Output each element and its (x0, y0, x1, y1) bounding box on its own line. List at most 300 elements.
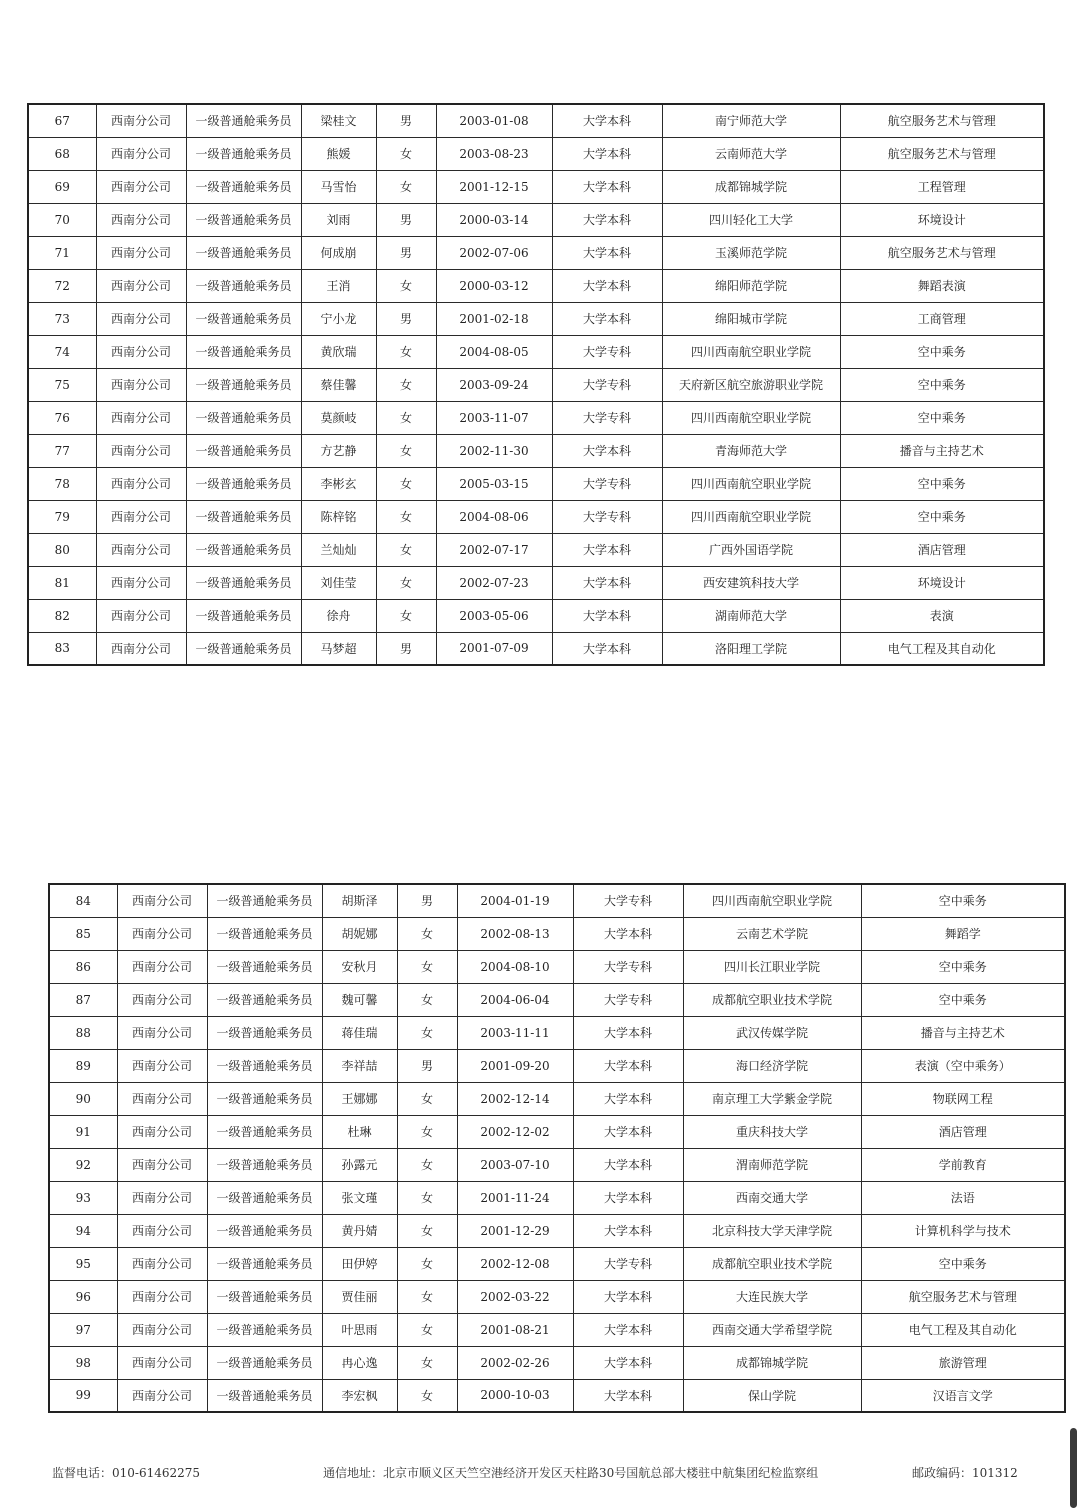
school-cell: 湖南师范大学 (662, 599, 840, 632)
name-cell: 胡妮娜 (322, 917, 397, 950)
branch-cell: 西南分公司 (96, 401, 186, 434)
postal-code: 邮政编码：101312 (912, 1466, 1018, 1480)
branch-cell: 西南分公司 (96, 533, 186, 566)
branch-cell: 西南分公司 (117, 1082, 207, 1115)
table-row (28, 236, 1044, 269)
branch-cell: 西南分公司 (117, 917, 207, 950)
position-cell: 一级普通舱乘务员 (186, 269, 301, 302)
branch-cell: 西南分公司 (96, 467, 186, 500)
table-row (28, 434, 1044, 467)
major-cell: 酒店管理 (861, 1115, 1065, 1148)
school-cell: 成都航空职业技术学院 (683, 1247, 861, 1280)
major-cell: 表演（空中乘务） (861, 1049, 1065, 1082)
branch-cell: 西南分公司 (117, 1379, 207, 1412)
birthdate-cell: 2002-11-30 (436, 434, 552, 467)
name-cell: 马雪怡 (301, 170, 376, 203)
gender-cell: 男 (376, 632, 436, 665)
gender-cell: 女 (376, 269, 436, 302)
position-cell: 一级普通舱乘务员 (186, 302, 301, 335)
branch-cell: 西南分公司 (96, 203, 186, 236)
birthdate-cell: 2004-08-05 (436, 335, 552, 368)
table-row (49, 917, 1065, 950)
branch-cell: 西南分公司 (96, 500, 186, 533)
birthdate-cell: 2002-12-08 (457, 1247, 573, 1280)
table-row (49, 1346, 1065, 1379)
major-cell: 航空服务艺术与管理 (840, 137, 1044, 170)
table-row (49, 884, 1065, 917)
major-cell: 舞蹈学 (861, 917, 1065, 950)
school-cell: 四川西南航空职业学院 (662, 500, 840, 533)
table-row (28, 335, 1044, 368)
school-cell: 四川西南航空职业学院 (662, 335, 840, 368)
education-cell: 大学本科 (573, 1346, 683, 1379)
branch-cell: 西南分公司 (96, 170, 186, 203)
education-cell: 大学专科 (552, 467, 662, 500)
seq-cell: 82 (28, 599, 96, 632)
birthdate-cell: 2001-12-29 (457, 1214, 573, 1247)
position-cell: 一级普通舱乘务员 (207, 1280, 322, 1313)
table-row (28, 599, 1044, 632)
education-cell: 大学本科 (552, 599, 662, 632)
major-cell: 航空服务艺术与管理 (861, 1280, 1065, 1313)
seq-cell: 79 (28, 500, 96, 533)
school-cell: 西南交通大学希望学院 (683, 1313, 861, 1346)
name-cell: 安秋月 (322, 950, 397, 983)
branch-cell: 西南分公司 (96, 302, 186, 335)
school-cell: 广西外国语学院 (662, 533, 840, 566)
position-cell: 一级普通舱乘务员 (207, 1214, 322, 1247)
birthdate-cell: 2000-03-14 (436, 203, 552, 236)
branch-cell: 西南分公司 (96, 335, 186, 368)
name-cell: 李宏枫 (322, 1379, 397, 1412)
name-cell: 熊媛 (301, 137, 376, 170)
education-cell: 大学本科 (552, 236, 662, 269)
position-cell: 一级普通舱乘务员 (207, 884, 322, 917)
education-cell: 大学本科 (552, 533, 662, 566)
seq-cell: 72 (28, 269, 96, 302)
school-cell: 天府新区航空旅游职业学院 (662, 368, 840, 401)
seq-cell: 99 (49, 1379, 117, 1412)
branch-cell: 西南分公司 (96, 137, 186, 170)
seq-cell: 75 (28, 368, 96, 401)
school-cell: 重庆科技大学 (683, 1115, 861, 1148)
education-cell: 大学本科 (573, 1280, 683, 1313)
seq-cell: 91 (49, 1115, 117, 1148)
mailing-address: 通信地址：北京市顺义区天竺空港经济开发区天柱路30号国航总部大楼驻中航集团纪检监察组 (323, 1466, 819, 1480)
birthdate-cell: 2003-11-11 (457, 1016, 573, 1049)
branch-cell: 西南分公司 (117, 884, 207, 917)
major-cell: 舞蹈表演 (840, 269, 1044, 302)
page-footer (0, 1464, 1080, 1484)
gender-cell: 女 (376, 467, 436, 500)
name-cell: 张文瑾 (322, 1181, 397, 1214)
table-row (28, 533, 1044, 566)
school-cell: 云南师范大学 (662, 137, 840, 170)
name-cell: 何成崩 (301, 236, 376, 269)
branch-cell: 西南分公司 (117, 1214, 207, 1247)
position-cell: 一级普通舱乘务员 (186, 170, 301, 203)
major-cell: 酒店管理 (840, 533, 1044, 566)
position-cell: 一级普通舱乘务员 (207, 1181, 322, 1214)
name-cell: 方艺静 (301, 434, 376, 467)
school-cell: 西安建筑科技大学 (662, 566, 840, 599)
school-cell: 绵阳师范学院 (662, 269, 840, 302)
roster-table-1 (27, 103, 1045, 666)
education-cell: 大学本科 (573, 1082, 683, 1115)
school-cell: 渭南师范学院 (683, 1148, 861, 1181)
gender-cell: 女 (376, 500, 436, 533)
gender-cell: 女 (376, 566, 436, 599)
education-cell: 大学本科 (573, 1148, 683, 1181)
branch-cell: 西南分公司 (117, 1280, 207, 1313)
name-cell: 刘佳莹 (301, 566, 376, 599)
education-cell: 大学专科 (573, 950, 683, 983)
gender-cell: 女 (397, 1181, 457, 1214)
seq-cell: 90 (49, 1082, 117, 1115)
branch-cell: 西南分公司 (96, 236, 186, 269)
birthdate-cell: 2004-08-10 (457, 950, 573, 983)
branch-cell: 西南分公司 (117, 1346, 207, 1379)
name-cell: 孙露元 (322, 1148, 397, 1181)
table-row (49, 1247, 1065, 1280)
table-row (49, 1016, 1065, 1049)
gender-cell: 女 (397, 1082, 457, 1115)
major-cell: 旅游管理 (861, 1346, 1065, 1379)
birthdate-cell: 2003-01-08 (436, 104, 552, 137)
position-cell: 一级普通舱乘务员 (207, 1115, 322, 1148)
seq-cell: 78 (28, 467, 96, 500)
school-cell: 成都锦城学院 (662, 170, 840, 203)
major-cell: 空中乘务 (840, 500, 1044, 533)
table-row (49, 1214, 1065, 1247)
birthdate-cell: 2000-10-03 (457, 1379, 573, 1412)
table-row (28, 203, 1044, 236)
branch-cell: 西南分公司 (117, 1049, 207, 1082)
table-row (28, 137, 1044, 170)
gender-cell: 女 (397, 1214, 457, 1247)
major-cell: 电气工程及其自动化 (861, 1313, 1065, 1346)
gender-cell: 女 (376, 335, 436, 368)
major-cell: 工商管理 (840, 302, 1044, 335)
major-cell: 表演 (840, 599, 1044, 632)
branch-cell: 西南分公司 (96, 632, 186, 665)
education-cell: 大学本科 (573, 1313, 683, 1346)
position-cell: 一级普通舱乘务员 (207, 950, 322, 983)
seq-cell: 68 (28, 137, 96, 170)
school-cell: 西南交通大学 (683, 1181, 861, 1214)
education-cell: 大学本科 (552, 269, 662, 302)
major-cell: 空中乘务 (840, 401, 1044, 434)
position-cell: 一级普通舱乘务员 (186, 533, 301, 566)
school-cell: 青海师范大学 (662, 434, 840, 467)
education-cell: 大学专科 (573, 1247, 683, 1280)
school-cell: 四川长江职业学院 (683, 950, 861, 983)
table-row (28, 566, 1044, 599)
seq-cell: 96 (49, 1280, 117, 1313)
seq-cell: 71 (28, 236, 96, 269)
seq-cell: 95 (49, 1247, 117, 1280)
table-row (28, 302, 1044, 335)
birthdate-cell: 2002-07-17 (436, 533, 552, 566)
major-cell: 计算机科学与技术 (861, 1214, 1065, 1247)
major-cell: 空中乘务 (861, 950, 1065, 983)
branch-cell: 西南分公司 (117, 1313, 207, 1346)
major-cell: 播音与主持艺术 (840, 434, 1044, 467)
position-cell: 一级普通舱乘务员 (186, 203, 301, 236)
branch-cell: 西南分公司 (96, 104, 186, 137)
table-row (49, 1313, 1065, 1346)
position-cell: 一级普通舱乘务员 (186, 500, 301, 533)
birthdate-cell: 2002-07-06 (436, 236, 552, 269)
gender-cell: 女 (376, 434, 436, 467)
major-cell: 汉语言文学 (861, 1379, 1065, 1412)
major-cell: 播音与主持艺术 (861, 1016, 1065, 1049)
position-cell: 一级普通舱乘务员 (207, 917, 322, 950)
name-cell: 冉心逸 (322, 1346, 397, 1379)
table-row (28, 467, 1044, 500)
table-row (49, 1379, 1065, 1412)
gender-cell: 男 (376, 203, 436, 236)
table-row (49, 1082, 1065, 1115)
education-cell: 大学本科 (573, 1379, 683, 1412)
position-cell: 一级普通舱乘务员 (207, 1049, 322, 1082)
school-cell: 四川西南航空职业学院 (683, 884, 861, 917)
branch-cell: 西南分公司 (117, 1016, 207, 1049)
gender-cell: 女 (397, 983, 457, 1016)
gender-cell: 女 (376, 137, 436, 170)
position-cell: 一级普通舱乘务员 (186, 467, 301, 500)
birthdate-cell: 2001-08-21 (457, 1313, 573, 1346)
name-cell: 李祥喆 (322, 1049, 397, 1082)
name-cell: 王娜娜 (322, 1082, 397, 1115)
birthdate-cell: 2003-09-24 (436, 368, 552, 401)
school-cell: 海口经济学院 (683, 1049, 861, 1082)
education-cell: 大学本科 (573, 1016, 683, 1049)
branch-cell: 西南分公司 (117, 983, 207, 1016)
branch-cell: 西南分公司 (117, 1115, 207, 1148)
position-cell: 一级普通舱乘务员 (186, 566, 301, 599)
name-cell: 莫颜岐 (301, 401, 376, 434)
name-cell: 马梦超 (301, 632, 376, 665)
position-cell: 一级普通舱乘务员 (207, 1247, 322, 1280)
table-row (28, 401, 1044, 434)
branch-cell: 西南分公司 (117, 1247, 207, 1280)
birthdate-cell: 2001-12-15 (436, 170, 552, 203)
major-cell: 航空服务艺术与管理 (840, 104, 1044, 137)
name-cell: 兰灿灿 (301, 533, 376, 566)
seq-cell: 98 (49, 1346, 117, 1379)
education-cell: 大学本科 (552, 302, 662, 335)
gender-cell: 女 (397, 1247, 457, 1280)
school-cell: 成都锦城学院 (683, 1346, 861, 1379)
position-cell: 一级普通舱乘务员 (207, 1379, 322, 1412)
school-cell: 保山学院 (683, 1379, 861, 1412)
name-cell: 徐舟 (301, 599, 376, 632)
seq-cell: 73 (28, 302, 96, 335)
major-cell: 空中乘务 (861, 884, 1065, 917)
birthdate-cell: 2004-08-06 (436, 500, 552, 533)
school-cell: 云南艺术学院 (683, 917, 861, 950)
major-cell: 空中乘务 (840, 368, 1044, 401)
table-row (49, 1181, 1065, 1214)
name-cell: 黄丹婧 (322, 1214, 397, 1247)
position-cell: 一级普通舱乘务员 (207, 1016, 322, 1049)
gender-cell: 女 (397, 1280, 457, 1313)
birthdate-cell: 2003-11-07 (436, 401, 552, 434)
gender-cell: 女 (397, 950, 457, 983)
table-row (49, 1280, 1065, 1313)
school-cell: 成都航空职业技术学院 (683, 983, 861, 1016)
branch-cell: 西南分公司 (96, 269, 186, 302)
birthdate-cell: 2002-12-02 (457, 1115, 573, 1148)
gender-cell: 女 (376, 368, 436, 401)
seq-cell: 88 (49, 1016, 117, 1049)
gender-cell: 男 (397, 1049, 457, 1082)
position-cell: 一级普通舱乘务员 (186, 335, 301, 368)
school-cell: 南京理工大学紫金学院 (683, 1082, 861, 1115)
branch-cell: 西南分公司 (117, 1148, 207, 1181)
roster-table-2 (48, 883, 1066, 1413)
education-cell: 大学本科 (552, 104, 662, 137)
seq-cell: 76 (28, 401, 96, 434)
branch-cell: 西南分公司 (96, 599, 186, 632)
birthdate-cell: 2005-03-15 (436, 467, 552, 500)
name-cell: 叶思雨 (322, 1313, 397, 1346)
gender-cell: 女 (397, 1016, 457, 1049)
school-cell: 武汉传媒学院 (683, 1016, 861, 1049)
major-cell: 工程管理 (840, 170, 1044, 203)
seq-cell: 93 (49, 1181, 117, 1214)
school-cell: 四川轻化工大学 (662, 203, 840, 236)
education-cell: 大学专科 (552, 335, 662, 368)
name-cell: 蔡佳馨 (301, 368, 376, 401)
position-cell: 一级普通舱乘务员 (186, 368, 301, 401)
major-cell: 航空服务艺术与管理 (840, 236, 1044, 269)
birthdate-cell: 2003-07-10 (457, 1148, 573, 1181)
birthdate-cell: 2002-08-13 (457, 917, 573, 950)
gender-cell: 男 (397, 884, 457, 917)
name-cell: 田伊婷 (322, 1247, 397, 1280)
school-cell: 北京科技大学天津学院 (683, 1214, 861, 1247)
seq-cell: 70 (28, 203, 96, 236)
gender-cell: 女 (376, 170, 436, 203)
major-cell: 空中乘务 (840, 335, 1044, 368)
table-row (49, 983, 1065, 1016)
gender-cell: 男 (376, 236, 436, 269)
branch-cell: 西南分公司 (117, 950, 207, 983)
name-cell: 王消 (301, 269, 376, 302)
gender-cell: 女 (397, 1148, 457, 1181)
birthdate-cell: 2003-05-06 (436, 599, 552, 632)
education-cell: 大学专科 (552, 401, 662, 434)
position-cell: 一级普通舱乘务员 (207, 1082, 322, 1115)
name-cell: 贾佳丽 (322, 1280, 397, 1313)
gender-cell: 女 (397, 917, 457, 950)
seq-cell: 92 (49, 1148, 117, 1181)
major-cell: 空中乘务 (861, 1247, 1065, 1280)
branch-cell: 西南分公司 (96, 566, 186, 599)
education-cell: 大学本科 (552, 170, 662, 203)
gender-cell: 女 (376, 533, 436, 566)
major-cell: 电气工程及其自动化 (840, 632, 1044, 665)
branch-cell: 西南分公司 (117, 1181, 207, 1214)
seq-cell: 94 (49, 1214, 117, 1247)
name-cell: 杜琳 (322, 1115, 397, 1148)
position-cell: 一级普通舱乘务员 (186, 599, 301, 632)
name-cell: 魏可馨 (322, 983, 397, 1016)
major-cell: 环境设计 (840, 566, 1044, 599)
birthdate-cell: 2004-06-04 (457, 983, 573, 1016)
education-cell: 大学本科 (573, 1049, 683, 1082)
seq-cell: 89 (49, 1049, 117, 1082)
name-cell: 梁桂文 (301, 104, 376, 137)
education-cell: 大学专科 (573, 983, 683, 1016)
seq-cell: 77 (28, 434, 96, 467)
education-cell: 大学本科 (573, 1181, 683, 1214)
position-cell: 一级普通舱乘务员 (186, 137, 301, 170)
gender-cell: 女 (397, 1115, 457, 1148)
table-row (49, 1049, 1065, 1082)
seq-cell: 69 (28, 170, 96, 203)
birthdate-cell: 2003-08-23 (436, 137, 552, 170)
seq-cell: 81 (28, 566, 96, 599)
name-cell: 刘雨 (301, 203, 376, 236)
education-cell: 大学本科 (552, 566, 662, 599)
education-cell: 大学本科 (573, 1214, 683, 1247)
position-cell: 一级普通舱乘务员 (207, 1313, 322, 1346)
school-cell: 洛阳理工学院 (662, 632, 840, 665)
table-row (28, 104, 1044, 137)
education-cell: 大学本科 (552, 632, 662, 665)
birthdate-cell: 2000-03-12 (436, 269, 552, 302)
birthdate-cell: 2001-09-20 (457, 1049, 573, 1082)
scrollbar-thumb[interactable] (1070, 1428, 1077, 1508)
name-cell: 宁小龙 (301, 302, 376, 335)
school-cell: 南宁师范大学 (662, 104, 840, 137)
seq-cell: 85 (49, 917, 117, 950)
major-cell: 物联网工程 (861, 1082, 1065, 1115)
seq-cell: 80 (28, 533, 96, 566)
gender-cell: 男 (376, 104, 436, 137)
seq-cell: 74 (28, 335, 96, 368)
position-cell: 一级普通舱乘务员 (186, 632, 301, 665)
education-cell: 大学本科 (552, 137, 662, 170)
seq-cell: 87 (49, 983, 117, 1016)
name-cell: 蒋佳瑞 (322, 1016, 397, 1049)
position-cell: 一级普通舱乘务员 (186, 104, 301, 137)
position-cell: 一级普通舱乘务员 (186, 434, 301, 467)
seq-cell: 84 (49, 884, 117, 917)
table-row (28, 632, 1044, 665)
position-cell: 一级普通舱乘务员 (186, 401, 301, 434)
table-row (28, 269, 1044, 302)
birthdate-cell: 2001-11-24 (457, 1181, 573, 1214)
name-cell: 李彬玄 (301, 467, 376, 500)
gender-cell: 女 (376, 599, 436, 632)
birthdate-cell: 2002-02-26 (457, 1346, 573, 1379)
education-cell: 大学专科 (552, 500, 662, 533)
birthdate-cell: 2004-01-19 (457, 884, 573, 917)
seq-cell: 67 (28, 104, 96, 137)
education-cell: 大学专科 (573, 884, 683, 917)
table-row (49, 950, 1065, 983)
seq-cell: 83 (28, 632, 96, 665)
birthdate-cell: 2002-07-23 (436, 566, 552, 599)
birthdate-cell: 2002-12-14 (457, 1082, 573, 1115)
branch-cell: 西南分公司 (96, 434, 186, 467)
education-cell: 大学本科 (552, 434, 662, 467)
gender-cell: 女 (397, 1379, 457, 1412)
